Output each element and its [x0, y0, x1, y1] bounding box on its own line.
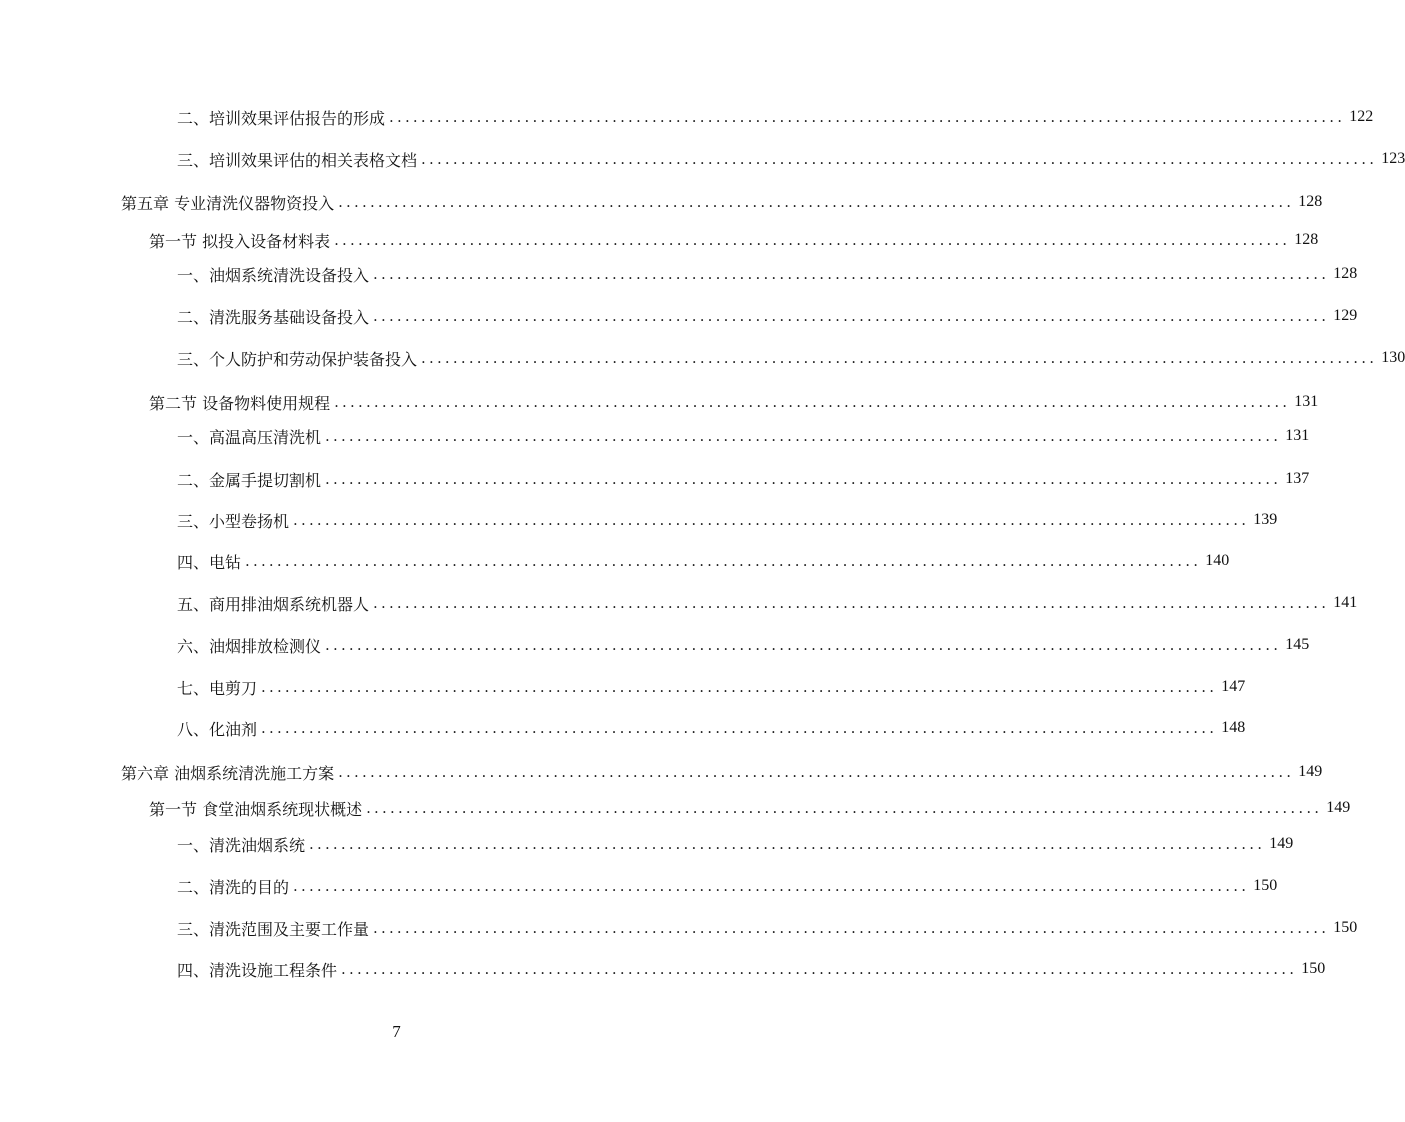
dot-leader: ........................................................................................................................ — [341, 960, 1298, 978]
toc-entry-title: 一、油烟系统清洗设备投入 — [177, 265, 370, 285]
toc-entry-title: 第一节 拟投入设备材料表 — [149, 231, 331, 251]
toc-entry-item[interactable] — [0, 550, 1230, 572]
toc-entry-title: 第二节 设备物料使用规程 — [149, 393, 331, 413]
toc-entry-title: 七、电剪刀 — [177, 678, 258, 698]
dot-leader: ........................................................................................................................ — [366, 799, 1323, 817]
toc-entry-title: 第五章 专业清洗仪器物资投入 — [121, 193, 335, 213]
toc-entry-page: 130 — [1381, 349, 1405, 366]
dot-leader: ........................................................................................................................ — [338, 763, 1295, 781]
toc-entry-page: 122 — [1349, 108, 1374, 125]
toc-entry-page: 131 — [1285, 427, 1310, 444]
toc-entry-item[interactable] — [0, 592, 1358, 614]
toc-entry-page: 149 — [1326, 799, 1351, 816]
dot-leader: ........................................................................................................................ — [421, 349, 1378, 367]
toc-entry-page: 147 — [1221, 678, 1246, 695]
toc-entry-page: 137 — [1285, 470, 1310, 487]
toc-entry-page: 123 — [1381, 150, 1405, 167]
dot-leader: ........................................................................................................................ — [373, 594, 1330, 612]
toc-entry-page: 148 — [1221, 719, 1246, 736]
toc-entry-title: 二、培训效果评估报告的形成 — [177, 108, 386, 128]
dot-leader: ........................................................................................................................ — [261, 719, 1218, 737]
toc-entry-chapter[interactable] — [0, 191, 1323, 213]
toc-entry-title: 三、培训效果评估的相关表格文档 — [177, 150, 418, 170]
toc-entry-item[interactable] — [0, 106, 1374, 128]
dot-leader: ........................................................................................................................ — [325, 427, 1282, 445]
toc-entry-item[interactable] — [0, 509, 1278, 531]
toc-entry-item[interactable] — [0, 148, 1405, 170]
dot-leader: ........................................................................................................................ — [245, 552, 1202, 570]
toc-entry-item[interactable] — [0, 917, 1358, 939]
toc-entry-item[interactable] — [0, 717, 1246, 739]
toc-entry-title: 二、清洗服务基础设备投入 — [177, 307, 370, 327]
toc-entry-section[interactable] — [0, 229, 1319, 251]
dot-leader: ........................................................................................................................ — [334, 231, 1291, 249]
toc-entry-item[interactable] — [0, 875, 1278, 897]
toc-entry-item[interactable] — [0, 347, 1405, 369]
dot-leader: ........................................................................................................................ — [373, 919, 1330, 937]
toc-entry-page: 141 — [1333, 594, 1358, 611]
toc-entry-page: 128 — [1333, 265, 1358, 282]
toc-entry-title: 二、金属手提切割机 — [177, 470, 322, 490]
toc-entry-title: 五、商用排油烟系统机器人 — [177, 594, 370, 614]
toc-entry-page: 145 — [1285, 636, 1310, 653]
toc-entry-title: 四、电钻 — [177, 552, 242, 572]
dot-leader: ........................................................................................................................ — [373, 265, 1330, 283]
dot-leader: ........................................................................................................................ — [421, 150, 1378, 168]
toc-entry-title: 三、小型卷扬机 — [177, 511, 290, 531]
toc-entry-page: 149 — [1269, 835, 1294, 852]
dot-leader: ........................................................................................................................ — [334, 393, 1291, 411]
toc-entry-chapter[interactable] — [0, 761, 1323, 783]
toc-entry-title: 三、个人防护和劳动保护装备投入 — [177, 349, 418, 369]
dot-leader: ........................................................................................................................ — [325, 470, 1282, 488]
dot-leader: ........................................................................................................................ — [373, 307, 1330, 325]
toc-entry-item[interactable] — [0, 305, 1358, 327]
toc-entry-item[interactable] — [0, 425, 1310, 447]
toc-entry-page: 149 — [1298, 763, 1323, 780]
toc-entry-page: 139 — [1253, 511, 1278, 528]
toc-entry-page: 128 — [1294, 231, 1319, 248]
dot-leader: ........................................................................................................................ — [261, 678, 1218, 696]
dot-leader: ........................................................................................................................ — [338, 193, 1295, 211]
toc-entry-page: 150 — [1253, 877, 1278, 894]
toc-entry-title: 一、高温高压清洗机 — [177, 427, 322, 447]
toc-entry-item[interactable] — [0, 833, 1294, 855]
toc-entry-item[interactable] — [0, 958, 1326, 980]
toc-entry-title: 六、油烟排放检测仪 — [177, 636, 322, 656]
dot-leader: ........................................................................................................................ — [293, 877, 1250, 895]
toc-entry-title: 二、清洗的目的 — [177, 877, 290, 897]
toc-entry-section[interactable] — [0, 797, 1351, 819]
page-number: 7 — [392, 1022, 401, 1041]
toc-entry-title: 八、化油剂 — [177, 719, 258, 739]
toc-entry-title: 一、清洗油烟系统 — [177, 835, 306, 855]
toc-entry-title: 第一节 食堂油烟系统现状概述 — [149, 799, 363, 819]
toc-entry-page: 150 — [1301, 960, 1326, 977]
toc-entry-title: 第六章 油烟系统清洗施工方案 — [121, 763, 335, 783]
toc-entry-section[interactable] — [0, 391, 1319, 413]
toc-entry-page: 150 — [1333, 919, 1358, 936]
toc-entry-page: 129 — [1333, 307, 1358, 324]
toc-entry-title: 四、清洗设施工程条件 — [177, 960, 338, 980]
toc-entry-item[interactable] — [0, 634, 1310, 656]
dot-leader: ........................................................................................................................ — [389, 108, 1346, 126]
dot-leader: ........................................................................................................................ — [309, 835, 1266, 853]
toc-entry-item[interactable] — [0, 263, 1358, 285]
toc-entry-item[interactable] — [0, 676, 1246, 698]
dot-leader: ........................................................................................................................ — [325, 636, 1282, 654]
toc-entry-page: 128 — [1298, 193, 1323, 210]
dot-leader: ........................................................................................................................ — [293, 511, 1250, 529]
toc-entry-item[interactable] — [0, 468, 1310, 490]
toc-entry-title: 三、清洗范围及主要工作量 — [177, 919, 370, 939]
toc-entry-page: 140 — [1205, 552, 1230, 569]
toc-entry-page: 131 — [1294, 393, 1319, 410]
